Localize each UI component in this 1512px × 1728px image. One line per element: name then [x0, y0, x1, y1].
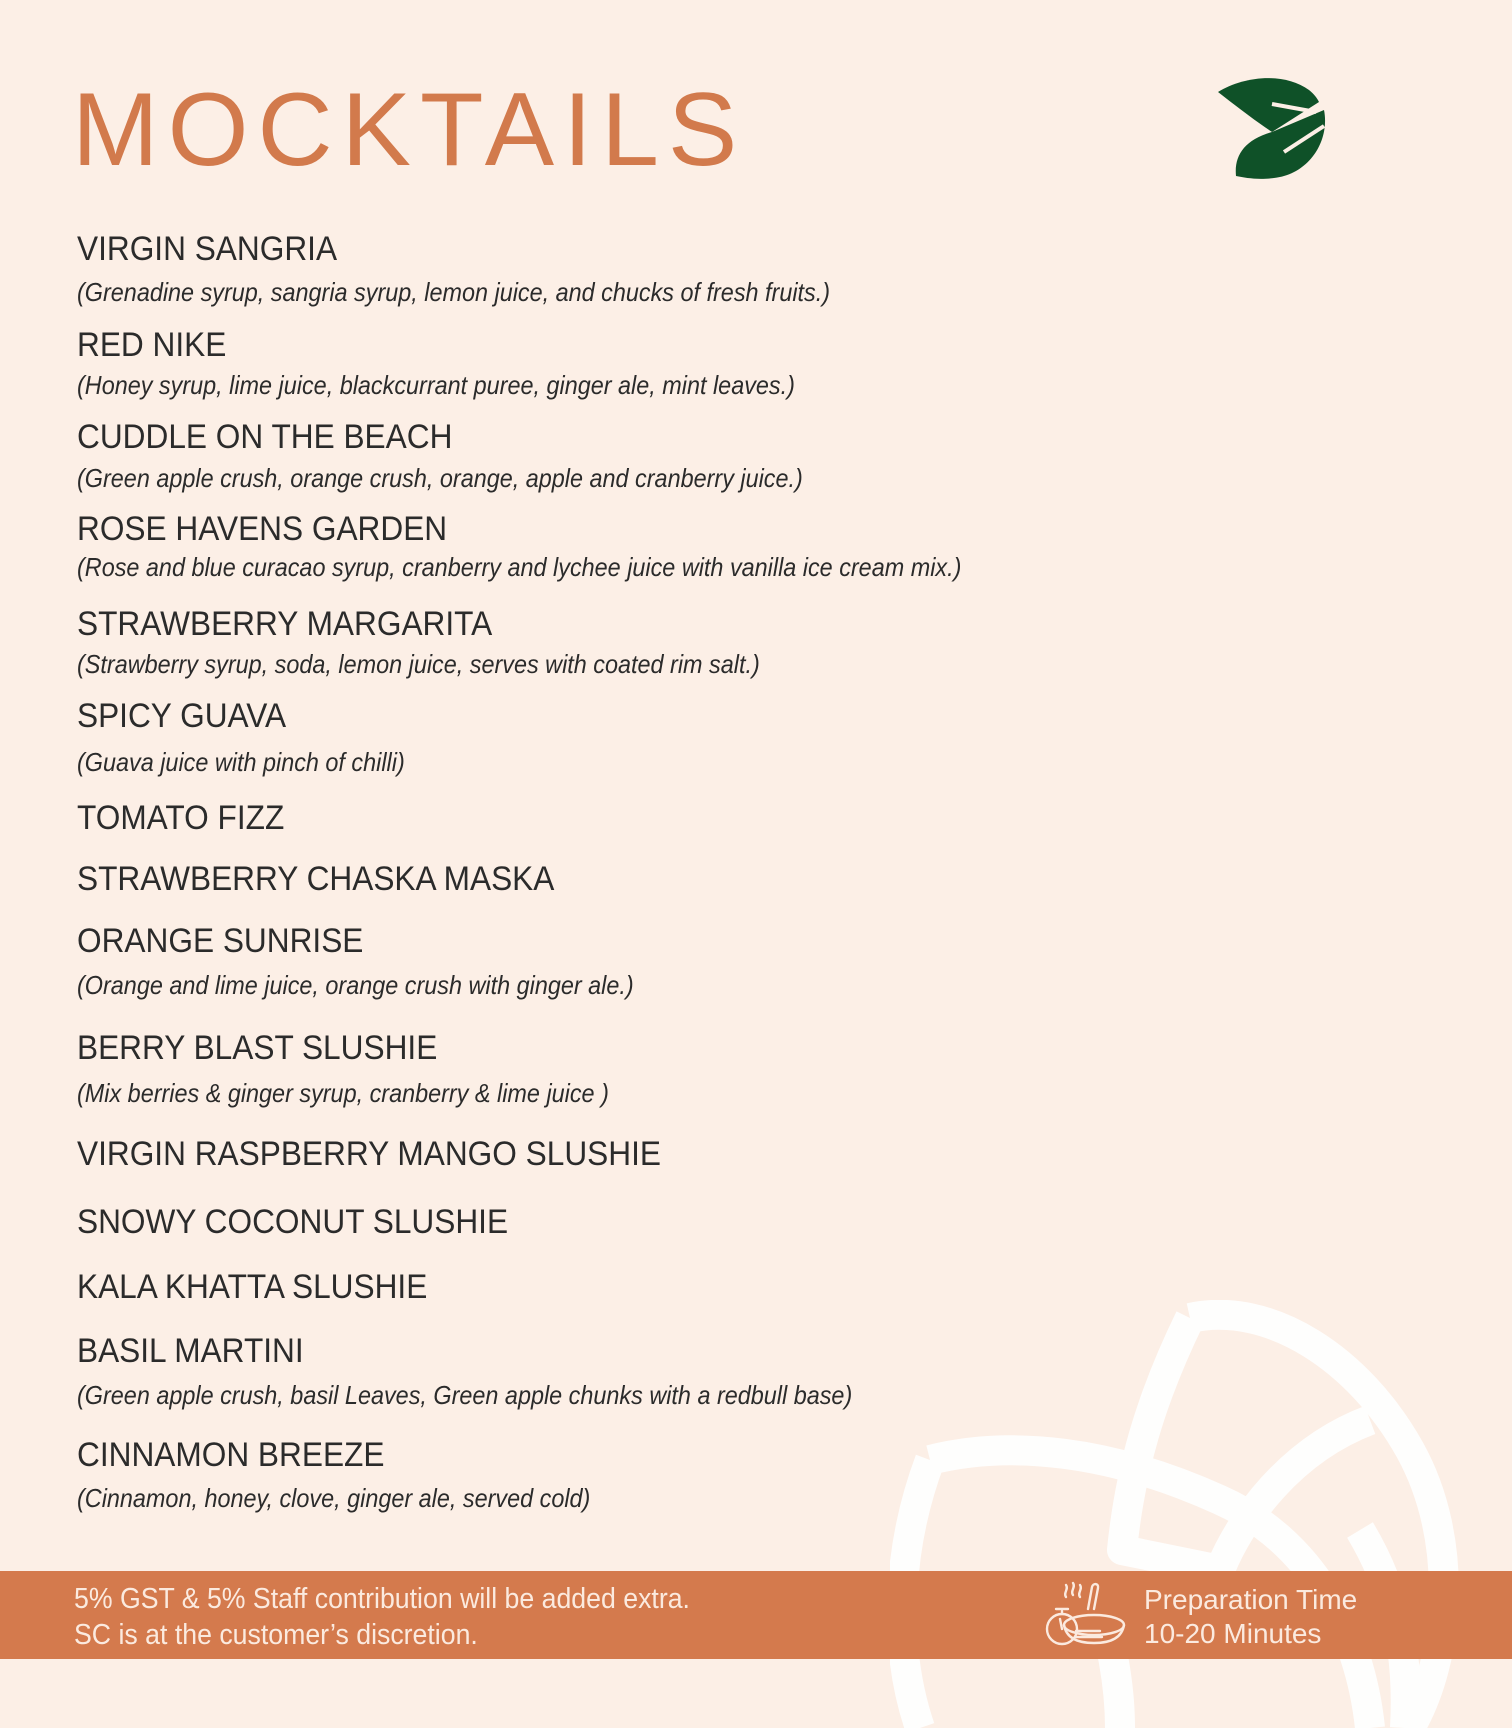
- item-description: (Green apple crush, basil Leaves, Green apple chunks with a redbull base): [77, 1380, 853, 1410]
- item-description: (Green apple crush, orange crush, orange, apple and cranberry juice.): [77, 463, 803, 493]
- page-title: MOCKTAILS: [72, 72, 747, 188]
- background-leaf-icon: [890, 1300, 1512, 1728]
- item-name: BASIL MARTINI: [77, 1332, 304, 1370]
- item-description: (Orange and lime juice, orange crush with ginger ale.): [77, 970, 634, 1000]
- tax-notice: [74, 1581, 690, 1653]
- preparation-time: [1144, 1583, 1357, 1651]
- item-name: RED NIKE: [77, 326, 227, 364]
- item-name: CINNAMON BREEZE: [77, 1436, 385, 1474]
- item-name: KALA KHATTA SLUSHIE: [77, 1268, 428, 1306]
- item-name: ORANGE SUNRISE: [77, 922, 364, 960]
- item-description: (Mix berries & ginger syrup, cranberry & lime juice ): [77, 1078, 609, 1108]
- item-name: SPICY GUAVA: [77, 697, 287, 735]
- item-description: (Rose and blue curacao syrup, cranberry and lychee juice with vanilla ice cream mix.): [77, 552, 962, 582]
- item-name: SNOWY COCONUT SLUSHIE: [77, 1203, 509, 1241]
- item-description: (Honey syrup, lime juice, blackcurrant puree, ginger ale, mint leaves.): [77, 370, 795, 400]
- leaf-logo-icon: [1214, 70, 1334, 184]
- item-description: (Grenadine syrup, sangria syrup, lemon juice, and chucks of fresh fruits.): [77, 277, 831, 307]
- item-name: CUDDLE ON THE BEACH: [77, 418, 453, 456]
- footer-band: [0, 1571, 1512, 1659]
- cooking-pan-timer-icon: [1042, 1579, 1128, 1651]
- item-description: (Guava juice with pinch of chilli): [77, 747, 405, 777]
- item-name: VIRGIN SANGRIA: [77, 230, 338, 268]
- tax-notice-line-1: 5% GST & 5% Staff contribution will be added extra.: [74, 1583, 690, 1615]
- item-description: (Cinnamon, honey, clove, ginger ale, served cold): [77, 1483, 591, 1513]
- prep-value: 10-20 Minutes: [1144, 1618, 1322, 1649]
- item-name: STRAWBERRY MARGARITA: [77, 605, 493, 643]
- item-name: VIRGIN RASPBERRY MANGO SLUSHIE: [77, 1135, 661, 1173]
- item-description: (Strawberry syrup, soda, lemon juice, serves with coated rim salt.): [77, 649, 760, 679]
- item-name: STRAWBERRY CHASKA MASKA: [77, 860, 555, 898]
- tax-notice-line-2: SC is at the customer’s discretion.: [74, 1619, 478, 1651]
- item-name: ROSE HAVENS GARDEN: [77, 510, 448, 548]
- item-name: TOMATO FIZZ: [77, 799, 285, 837]
- item-name: BERRY BLAST SLUSHIE: [77, 1029, 438, 1067]
- prep-label: Preparation Time: [1144, 1584, 1358, 1615]
